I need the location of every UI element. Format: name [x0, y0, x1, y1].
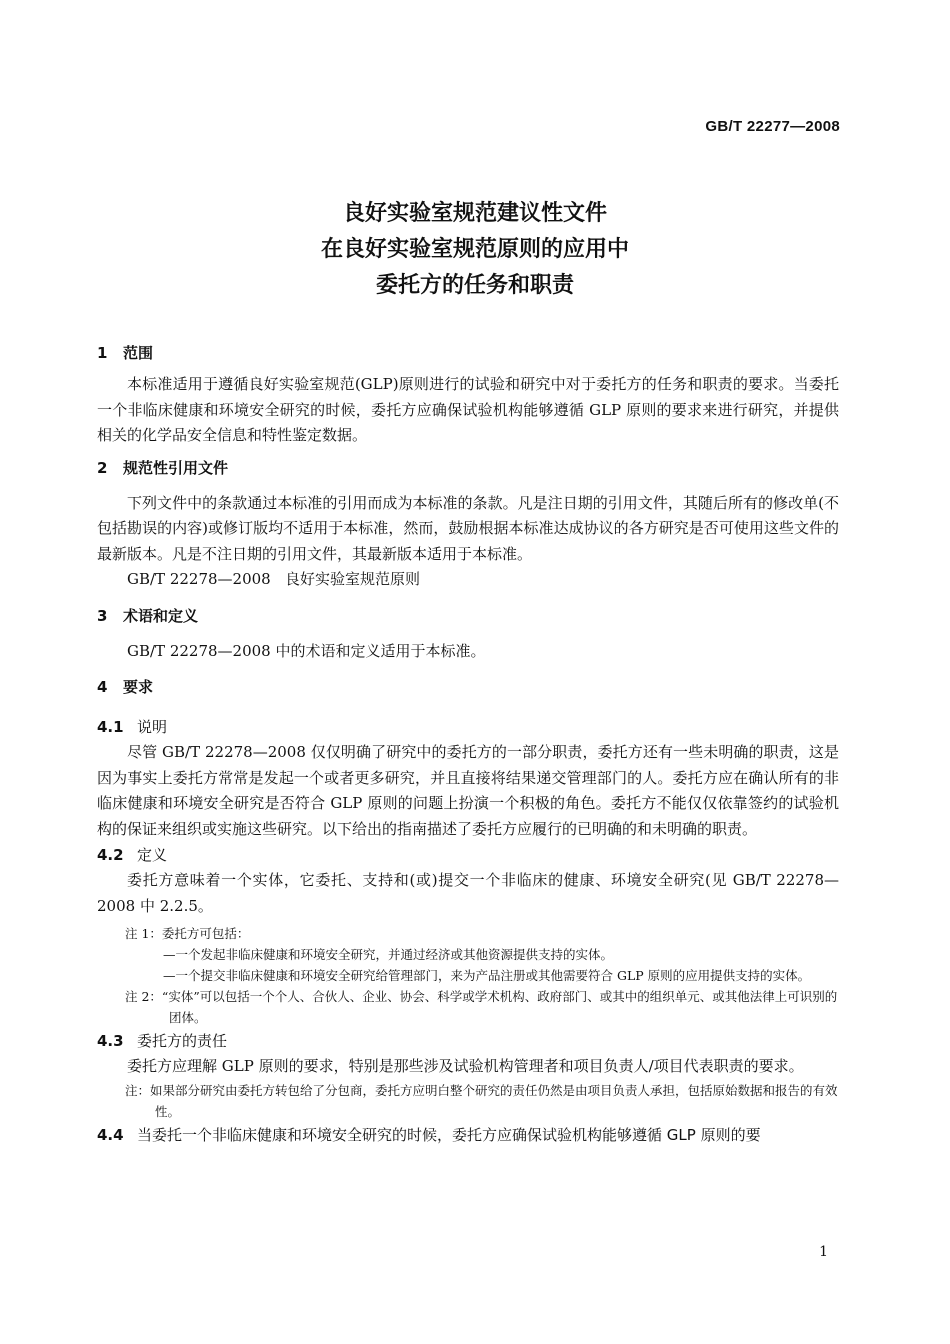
section-4-heading [97, 674, 839, 700]
subsection-number: 4.3 [97, 1032, 124, 1050]
subsection-title: 说明 [137, 718, 168, 736]
section-number: 4 [97, 678, 108, 696]
section-1-heading [97, 340, 839, 366]
section-title: 要求 [123, 678, 154, 696]
section-number: 3 [97, 606, 108, 625]
note-2: 注 2：“实体”可以包括一个个人、合伙人、企业、协会、科学或学术机构、政府部门、或其中的组织单元、或其他法律上可识别的团体。 [125, 989, 838, 1025]
section-4-4-line [97, 1122, 839, 1148]
page-number: 1 [819, 1244, 828, 1260]
title-line-3: 委托方的任务和职责 [375, 273, 574, 298]
subsection-text: 当委托一个非临床健康和环境安全研究的时候，委托方应确保试验机构能够遵循 GLP 原则的要 [137, 1125, 761, 1144]
section-4-2-paragraph: 委托方意味着一个实体，它委托、支持和(或)提交一个非临床的健康、环境安全研究(见 GB/T 22278—2008 中 2.2.5。 [97, 871, 839, 915]
section-title: 术语和定义 [123, 606, 199, 625]
title-line-1: 良好实验室规范建议性文件 [342, 201, 607, 226]
note-1-label: 注 1：委托方可包括： [125, 926, 250, 941]
section-3-heading [97, 603, 839, 629]
section-4-1-heading [97, 714, 839, 740]
title-line-2: 在良好实验室规范原则的应用中 [320, 237, 629, 262]
normative-reference [97, 567, 839, 593]
section-number: 2 [97, 458, 108, 477]
section-4-1-paragraph: 尽管 GB/T 22278—2008 仅仅明确了研究中的委托方的一部分职责，委托方还有一些未明确的职责，这是因为事实上委托方常常是发起一个或者更多研究，并且直接将结果递交管理部门的人。委托方应在确认所有的非临床健康和环境安全研究是否符合 GLP 原则的问题上扮演一个积极的角色。委托方不能仅仅依靠签约的试验机构的保证来组织或实施这些研究。以下给出的指南描述了委托方应履行的已明确的和未明确的职责。 [97, 743, 839, 838]
standard-code: GB/T 22277—2008 [705, 118, 840, 135]
subsection-number: 4.2 [97, 846, 124, 864]
subsection-title: 委托方的责任 [137, 1032, 228, 1050]
reference-code: GB/T 22278—2008 [127, 570, 271, 588]
note-1-item-1: —一个发起非临床健康和环境安全研究，并通过经济或其他资源提供支持的实体。 [163, 947, 614, 962]
subsection-number: 4.4 [97, 1125, 124, 1144]
section-title: 范围 [123, 344, 154, 362]
section-title: 规范性引用文件 [123, 458, 229, 477]
reference-title: 良好实验室规范原则 [285, 570, 421, 588]
section-3-paragraph: GB/T 22278—2008 中的术语和定义适用于本标准。 [127, 641, 486, 660]
section-4-3-paragraph: 委托方应理解 GLP 原则的要求，特别是那些涉及试验机构管理者和项目负责人/项目代表职责的要求。 [127, 1057, 804, 1075]
section-1-paragraph: 本标准适用于遵循良好实验室规范(GLP)原则进行的试验和研究中对于委托方的任务和职责的要求。当委托一个非临床健康和环境安全研究的时候，委托方应确保试验机构能够遵循 GLP 原则的要求来进行研究，并提供相关的化学品安全信息和特性鉴定数据。 [97, 375, 839, 444]
subsection-number: 4.1 [97, 718, 124, 736]
document-title [0, 196, 950, 304]
section-4-3-heading [97, 1028, 839, 1054]
section-number: 1 [97, 344, 108, 362]
subsection-title: 定义 [137, 846, 168, 864]
note-1-item-2: —一个提交非临床健康和环境安全研究给管理部门，来为产品注册或其他需要符合 GLP 原则的应用提供支持的实体。 [163, 968, 811, 983]
section-2-heading [97, 455, 839, 481]
section-2-paragraph: 下列文件中的条款通过本标准的引用而成为本标准的条款。凡是注日期的引用文件，其随后所有的修改单(不包括勘误的内容)或修订版均不适用于本标准，然而，鼓励根据本标准达成协议的各方研究是否可使用这些文件的最新版本。凡是不注日期的引用文件，其最新版本适用于本标准。 [97, 493, 839, 563]
section-4-3-note: 注：如果部分研究由委托方转包给了分包商，委托方应明白整个研究的责任仍然是由项目负责人承担，包括原始数据和报告的有效性。 [125, 1082, 838, 1119]
section-4-2-heading [97, 842, 839, 868]
document-body [97, 340, 839, 1148]
